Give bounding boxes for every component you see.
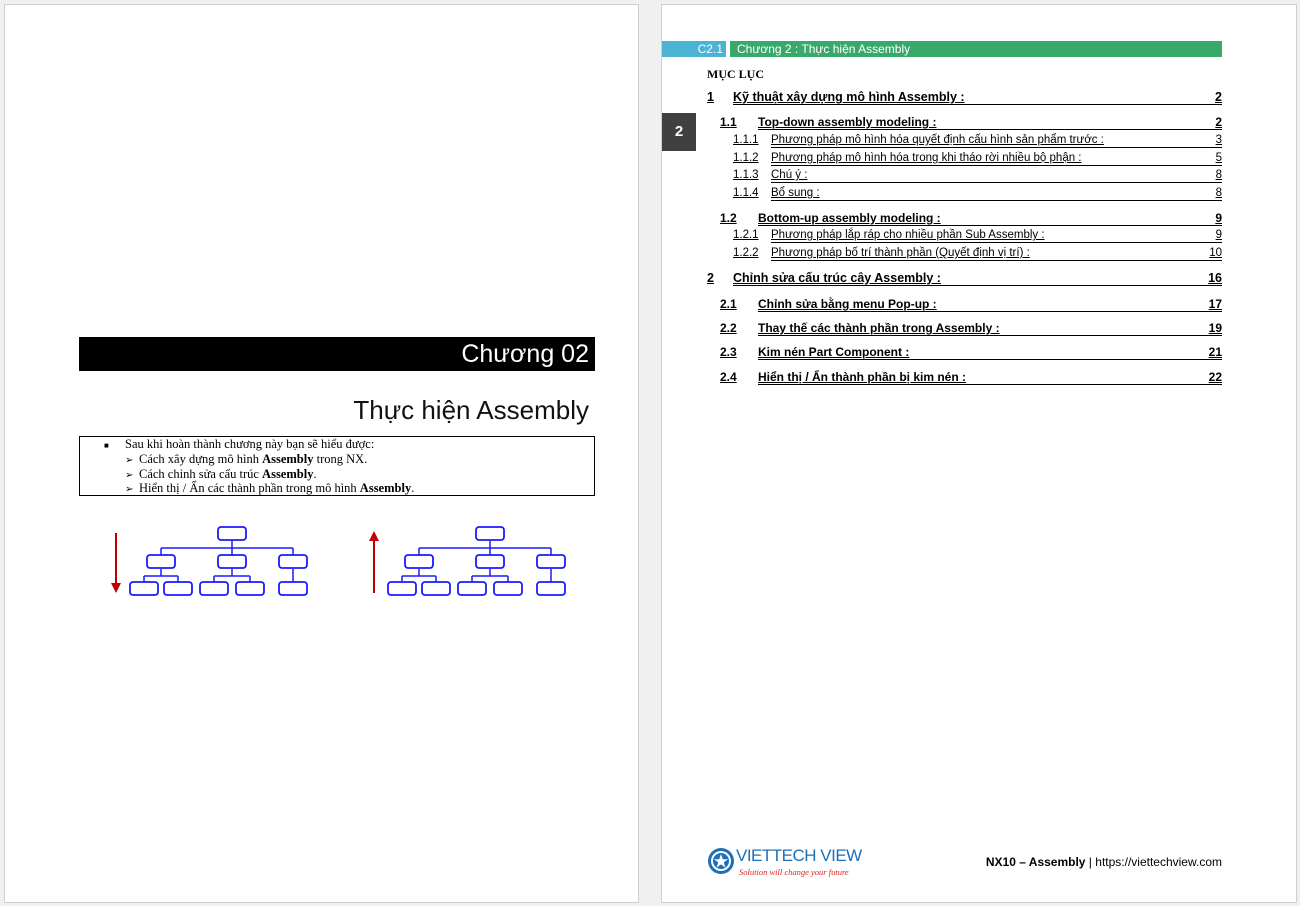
toc-entry-page: 10 [1209, 247, 1222, 259]
objective-item: ➢ Cách chỉnh sửa cấu trúc Assembly. [125, 467, 317, 481]
toc-entry-page: 19 [1208, 321, 1222, 335]
tree-node-box [476, 527, 504, 540]
toc-entry-title: Phương pháp mô hình hóa quyết định cấu hình sản phẩm trước : [771, 134, 1104, 146]
toc-entry-page: 21 [1208, 345, 1222, 359]
objectives-intro: Sau khi hoàn thành chương này bạn sẽ hiểu được: [125, 437, 375, 451]
toc-entry-page: 17 [1208, 297, 1222, 311]
toc-entry-page: 8 [1215, 187, 1222, 199]
toc-entry-title: Thay thế các thành phần trong Assembly : [758, 321, 1000, 335]
arrow-bullet-icon: ➢ [125, 470, 134, 481]
tree-node-box [494, 582, 522, 595]
toc-entry-page: 3 [1215, 134, 1222, 146]
toc-entry-title: Chỉnh sửa cấu trúc cây Assembly : [733, 271, 941, 285]
toc-entry-page: 9 [1215, 211, 1222, 225]
toc-entry-number: 1.2.1 [733, 229, 759, 241]
tree-node-box [236, 582, 264, 595]
toc-entry-level-3[interactable] [733, 151, 1222, 166]
page-left [4, 4, 639, 903]
arrow-bullet-icon: ➢ [125, 455, 134, 466]
tree-node-box [147, 555, 175, 568]
toc-entry-number: 2.4 [720, 370, 737, 384]
toc-entry-leader [758, 311, 1222, 312]
toc-entry-number: 1.2.2 [733, 247, 759, 259]
toc-entry-page: 9 [1215, 229, 1222, 241]
toc-entry-leader [771, 165, 1222, 166]
top-down-tree-diagram [109, 521, 309, 599]
toc-entry-leader [758, 335, 1222, 336]
toc-entry-leader [758, 384, 1222, 385]
toc-entry-page: 5 [1215, 152, 1222, 164]
toc-entry-leader [758, 129, 1222, 130]
arrow-down-icon [111, 583, 121, 593]
toc-entry-level-3[interactable] [733, 186, 1222, 201]
toc-entry-title: Top-down assembly modeling : [758, 115, 937, 129]
logo-slogan: Solution will change your future [739, 867, 849, 877]
toc-entry-title: Chỉnh sửa bằng menu Pop-up : [758, 297, 937, 311]
toc-entry-level-3[interactable] [733, 246, 1222, 261]
toc-entry-leader [771, 242, 1222, 243]
toc-entry-number: 1.2 [720, 211, 737, 225]
toc-entry-title: Kỹ thuật xây dựng mô hình Assembly : [733, 90, 965, 104]
logo-emblem-icon [706, 845, 736, 877]
toc-entry-number: 1.1.3 [733, 169, 759, 181]
page-right [661, 4, 1297, 903]
toc-entry-title: Hiển thị / Ẩn thành phần bị kim nén : [758, 370, 966, 384]
toc-entry-leader [733, 104, 1222, 105]
viettech-view-logo [706, 845, 862, 881]
toc-entry-leader [771, 182, 1222, 183]
logo-text: VIETTECH VIEW [736, 846, 862, 865]
toc-entry-leader [771, 260, 1222, 261]
toc-entry-number: 1.1.1 [733, 134, 759, 146]
tree-node-box [200, 582, 228, 595]
toc-entry-title: Phương pháp bố trí thành phần (Quyết định vị trí) : [771, 247, 1030, 259]
toc-entry-page: 8 [1215, 169, 1222, 181]
toc-entry-level-1[interactable] [707, 90, 1222, 105]
tree-node-box [279, 555, 307, 568]
toc-entry-page: 2 [1215, 115, 1222, 129]
toc-entry-leader [771, 200, 1222, 201]
toc-entry-number: 2 [707, 271, 714, 285]
toc-entry-level-3[interactable] [733, 228, 1222, 243]
toc-entry-title: Chú ý : [771, 169, 808, 181]
toc-entry-number: 2.1 [720, 297, 737, 311]
toc-entry-level-2[interactable] [720, 370, 1222, 385]
footer-separator: | [1085, 855, 1096, 869]
tree-node-box [130, 582, 158, 595]
toc-entry-page: 22 [1208, 370, 1222, 384]
tree-node-box [218, 555, 246, 568]
tree-node-box [537, 582, 565, 595]
chapter-title: Thực hiện Assembly [353, 395, 589, 425]
toc-entry-leader [771, 147, 1222, 148]
tree-node-box [405, 555, 433, 568]
objectives-box [79, 436, 595, 496]
toc-entry-number: 2.3 [720, 345, 737, 359]
toc-heading: MỤC LỤC [707, 67, 764, 81]
tree-node-box [164, 582, 192, 595]
arrow-bullet-icon: ➢ [125, 484, 134, 495]
tree-node-box [279, 582, 307, 595]
footer-doc-info [986, 855, 1222, 869]
toc-entry-number: 1.1.4 [733, 187, 759, 199]
toc-entry-title: Phương pháp lắp ráp cho nhiều phần Sub Assembly : [771, 229, 1045, 241]
tree-node-box [218, 527, 246, 540]
objective-item: ➢ Cách xây dựng mô hình Assembly trong NX. [125, 452, 368, 466]
toc-entry-page: 2 [1215, 90, 1222, 104]
tree-node-box [537, 555, 565, 568]
header-chapter-title: Chương 2 : Thực hiện Assembly [730, 41, 1222, 57]
toc-entry-page: 16 [1208, 271, 1222, 285]
toc-entry-title: Bổ sung : [771, 187, 820, 199]
footer-url[interactable]: https://viettechview.com [1095, 855, 1222, 869]
toc-entry-level-3[interactable] [733, 168, 1222, 183]
tree-node-box [476, 555, 504, 568]
toc-entry-number: 2.2 [720, 321, 737, 335]
toc-entry-leader [733, 285, 1222, 286]
bottom-up-tree-diagram [367, 521, 567, 599]
toc-entry-title: Kim nén Part Component : [758, 345, 910, 359]
toc-entry-level-2[interactable] [720, 345, 1222, 360]
header-section-code: C2.1 [662, 41, 726, 57]
tree-node-box [422, 582, 450, 595]
toc-entry-leader [758, 359, 1222, 360]
chapter-label: Chương 02 [79, 337, 595, 371]
toc-entry-level-2[interactable] [720, 297, 1222, 312]
square-bullet-icon: ■ [104, 441, 109, 450]
footer-doc-title: NX10 – Assembly [985, 855, 1086, 869]
toc-entry-number: 1.1.2 [733, 152, 759, 164]
toc-entry-title: Phương pháp mô hình hóa trong khi tháo rời nhiều bộ phận : [771, 152, 1082, 164]
objective-item: ➢ Hiển thị / Ẩn các thành phần trong mô hình Assembly. [125, 481, 415, 495]
arrow-up-icon [369, 531, 379, 541]
page-number-tab: 2 [662, 113, 696, 151]
toc-entry-level-2[interactable] [720, 115, 1222, 130]
toc-entry-number: 1 [707, 90, 714, 104]
toc-entry-number: 1.1 [720, 115, 737, 129]
toc-entry-title: Bottom-up assembly modeling : [758, 211, 941, 225]
tree-node-box [458, 582, 486, 595]
toc-entry-leader [758, 225, 1222, 226]
toc-entry-level-2[interactable] [720, 211, 1222, 226]
toc-entry-level-3[interactable] [733, 133, 1222, 148]
toc-entry-level-1[interactable] [707, 271, 1222, 286]
toc-entry-level-2[interactable] [720, 321, 1222, 336]
tree-node-box [388, 582, 416, 595]
